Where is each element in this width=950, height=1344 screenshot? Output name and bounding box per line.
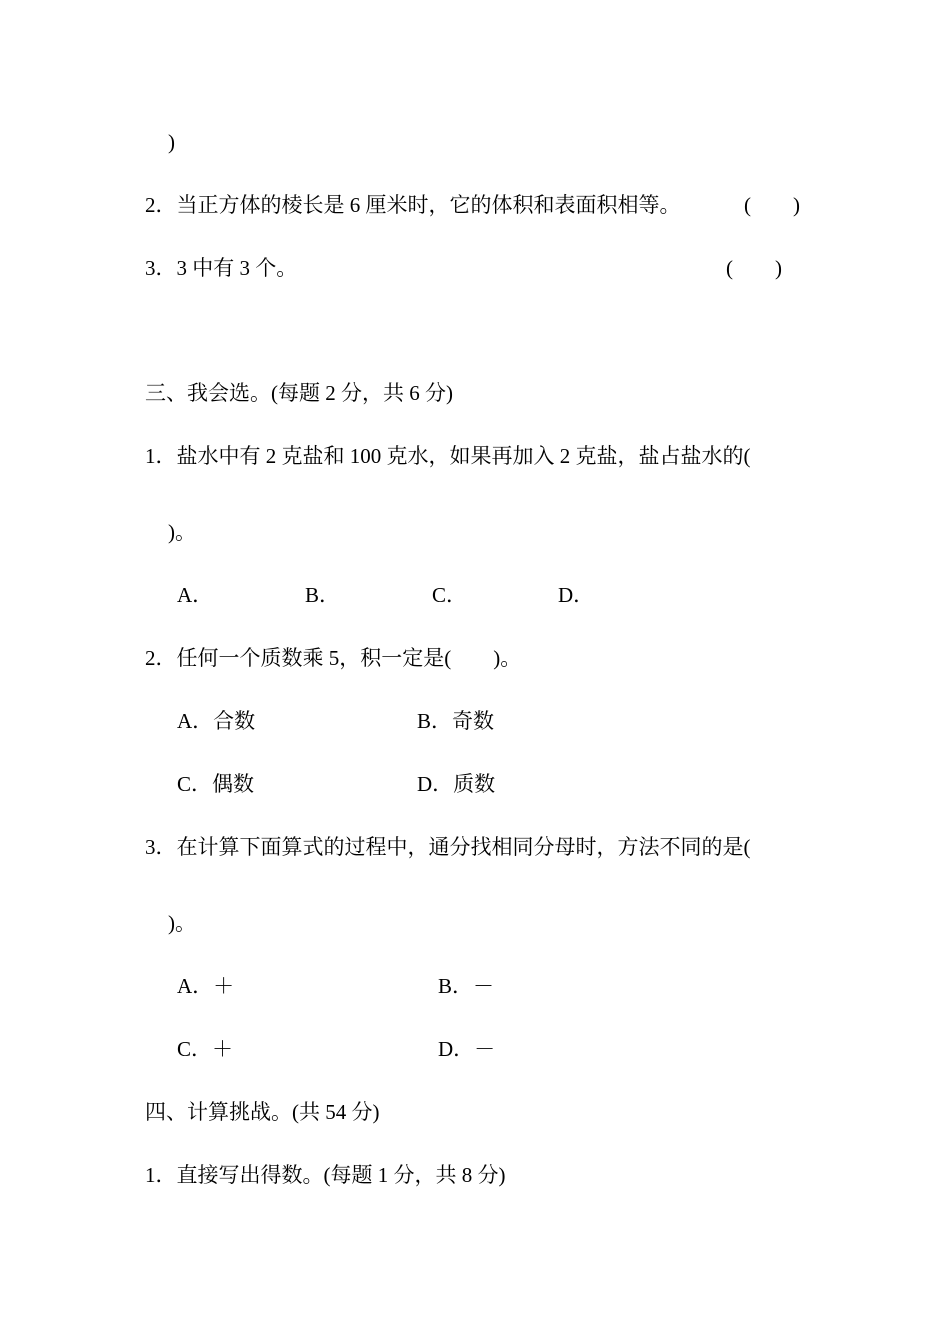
- carry-paren: ): [168, 130, 175, 154]
- option-3-1-c: C．: [432, 583, 468, 607]
- question-2-3: 3．3 中有 3 个。: [145, 256, 298, 280]
- answer-bracket-2-2: ( ): [744, 193, 800, 217]
- option-3-2-d: D．质数: [417, 772, 496, 796]
- option-3-3-d: D．－: [438, 1037, 496, 1061]
- question-2-2: 2．当正方体的棱长是 6 厘米时，它的体积和表面积相等。: [145, 193, 681, 217]
- option-3-3-c: C．＋: [177, 1037, 234, 1061]
- option-3-1-a: A．: [177, 583, 214, 607]
- section-four-heading: 四、计算挑战。(共 54 分): [145, 1100, 380, 1124]
- option-3-2-c: C．偶数: [177, 772, 255, 796]
- option-3-2-a: A．合数: [177, 709, 256, 733]
- option-3-1-d: D．: [558, 583, 595, 607]
- question-3-3: 3．在计算下面算式的过程中，通分找相同分母时，方法不同的是(: [145, 835, 751, 859]
- option-3-2-b: B．奇数: [417, 709, 495, 733]
- question-3-1-cont: )。: [168, 520, 196, 544]
- option-3-1-b: B．: [305, 583, 341, 607]
- option-3-3-b: B．－: [438, 974, 495, 998]
- question-4-1: 1．直接写出得数。(每题 1 分，共 8 分): [145, 1163, 506, 1187]
- question-3-3-cont: )。: [168, 911, 196, 935]
- section-three-heading: 三、我会选。(每题 2 分，共 6 分): [145, 381, 453, 405]
- question-3-1: 1．盐水中有 2 克盐和 100 克水，如果再加入 2 克盐，盐占盐水的(: [145, 444, 751, 468]
- question-3-2: 2．任何一个质数乘 5，积一定是( )。: [145, 646, 522, 670]
- option-3-3-a: A．＋: [177, 974, 235, 998]
- answer-bracket-2-3: ( ): [726, 256, 782, 280]
